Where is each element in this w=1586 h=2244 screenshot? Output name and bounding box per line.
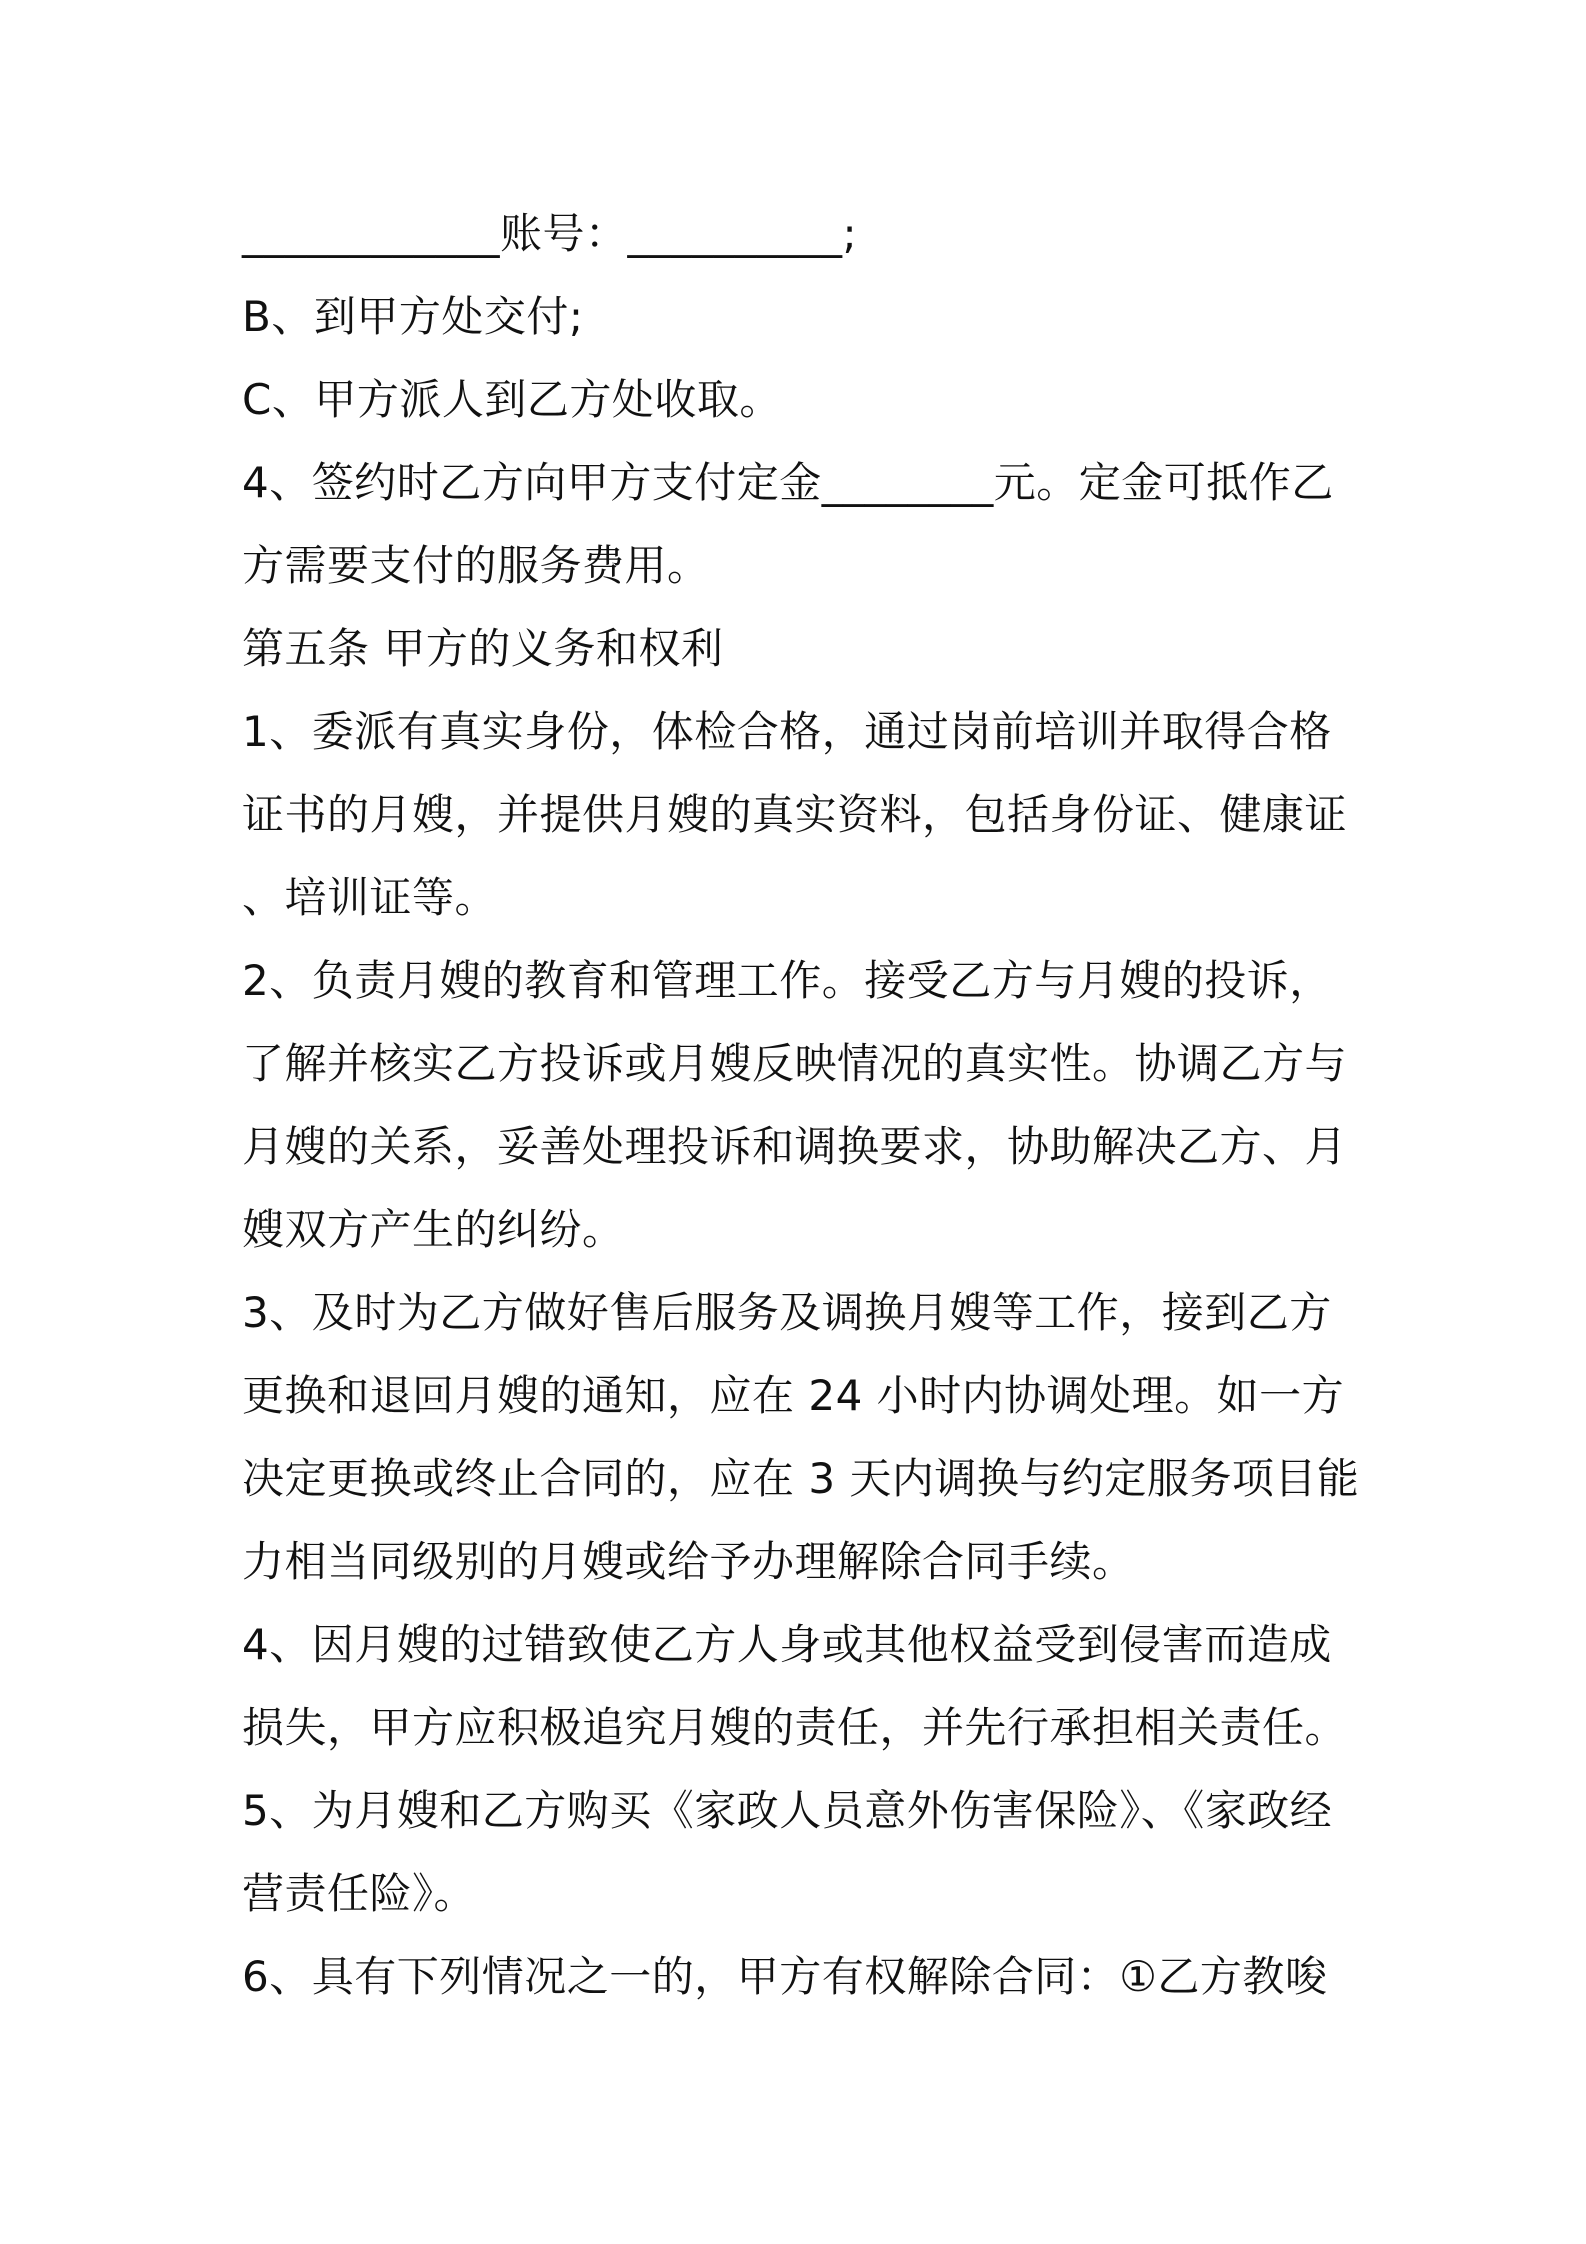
text-line: 营责任险》。: [242, 1869, 477, 1918]
text-line: ____________账号：__________;: [242, 209, 858, 258]
text-line: 嫂双方产生的纠纷。: [242, 1205, 625, 1254]
text-line: 5、为月嫂和乙方购买《家政人员意外伤害保险》、《家政经: [242, 1786, 1333, 1835]
text-line: 、培训证等。: [242, 873, 498, 922]
text-line: 损失，甲方应积极追究月嫂的责任，并先行承担相关责任。: [242, 1703, 1348, 1752]
text-line: 方需要支付的服务费用。: [242, 541, 710, 590]
section-heading: 第五条 甲方的义务和权利: [242, 624, 724, 673]
text-line: C、甲方派人到乙方处收取。: [242, 375, 782, 424]
text-line: 月嫂的关系，妥善处理投诉和调换要求，协助解决乙方、月: [242, 1122, 1348, 1171]
text-line: 1、委派有真实身份，体检合格，通过岗前培训并取得合格: [242, 707, 1332, 756]
text-line: 4、签约时乙方向甲方支付定金________元。定金可抵作乙: [242, 458, 1334, 507]
text-line: 了解并核实乙方投诉或月嫂反映情况的真实性。协调乙方与: [242, 1039, 1348, 1088]
text-line: 2、负责月嫂的教育和管理工作。接受乙方与月嫂的投诉，: [242, 956, 1332, 1005]
text-line: 4、因月嫂的过错致使乙方人身或其他权益受到侵害而造成: [242, 1620, 1332, 1669]
text-line: 证书的月嫂，并提供月嫂的真实资料，包括身份证、健康证: [242, 790, 1348, 839]
document-body: [242, 192, 1358, 2018]
text-line: 更换和退回月嫂的通知，应在 24 小时内协调处理。如一方: [242, 1371, 1345, 1420]
text-line: 6、具有下列情况之一的，甲方有权解除合同：①乙方教唆: [242, 1952, 1328, 2001]
text-line: 力相当同级别的月嫂或给予办理解除合同手续。: [242, 1537, 1135, 1586]
text-line: 决定更换或终止合同的，应在 3 天内调换与约定服务项目能: [242, 1454, 1360, 1503]
text-line: B、到甲方处交付;: [242, 292, 584, 341]
text-line: 3、及时为乙方做好售后服务及调换月嫂等工作，接到乙方: [242, 1288, 1332, 1337]
